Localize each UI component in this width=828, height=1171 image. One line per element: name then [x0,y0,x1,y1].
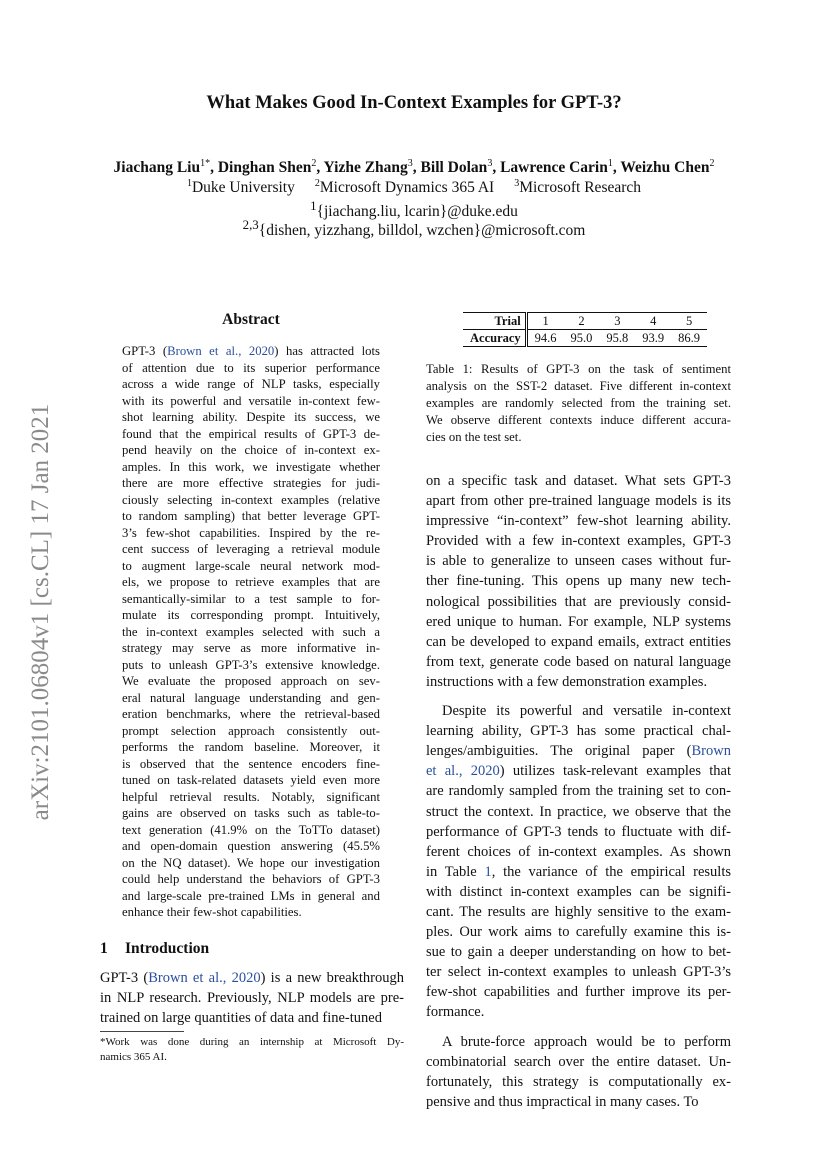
table-cell: 94.6 [526,330,563,347]
text-line [122,442,380,459]
affiliation-name: Microsoft Research [519,179,642,197]
text-run: , the variance of the empirical results [491,863,731,880]
text-run: and large-scale pre-trained LMs in general and [122,888,380,903]
text-line [122,475,380,492]
text-run: pend heavily on the choice of in-context ex- [122,443,380,457]
results-table [463,312,707,347]
text-run: enhance their few-shot capabilities. [122,905,302,919]
citation-link[interactable]: Brown et al., 2020 [167,344,275,358]
text-run: instructions with a few demonstration examples. [426,673,708,690]
text-line [100,968,404,988]
text-line [426,802,731,822]
text-run: ) is a new breakthrough [260,970,404,986]
text-line [122,492,380,509]
text-line [122,541,380,558]
text-line [426,361,731,378]
affiliation [187,179,295,196]
text-run: ples. Our work aims to carefully examine this is- [426,924,731,941]
text-line [426,632,731,652]
citation-link[interactable]: 1 [484,863,492,880]
citation-link[interactable]: Brown et al., 2020 [148,970,261,986]
text-line [122,657,380,674]
text-run: ) has attracted lots [274,344,380,358]
author-separator: , [612,159,621,177]
text-line [122,459,380,476]
text-run: combinatorial search over the entire dataset. Un- [426,1053,731,1070]
table-column-header: 2 [564,313,600,330]
introduction-text-right [426,471,731,1112]
text-line [426,471,731,491]
text-run: on the NQ dataset). We hope our investigation [122,855,380,870]
text-line [100,988,404,1008]
text-line [426,761,731,781]
author-name: Yizhe Zhang [323,159,408,177]
table-column-header: 1 [526,313,563,330]
text-run: learning ability, GPT-3 has some practical chal- [426,723,731,740]
text-run: We observe different contexts induce different accura- [426,413,731,427]
author-list [0,158,828,177]
text-run: ciously selecting in-context examples (relative [122,492,380,507]
text-line [426,781,731,801]
text-run: *Work was done during an internship at Microsoft Dy- [100,1036,404,1048]
text-run: els, we propose to retrieve examples that are [122,575,380,589]
text-run: struct the context. In practice, we observe that the [426,803,731,820]
text-run: pensive and thus impractical in many cases. To [426,1093,699,1110]
author-separator: , [492,159,501,177]
author-name: Dinghan Shen [217,159,312,177]
text-line [426,1072,731,1092]
text-run: strategy may serve as more informative in- [122,641,380,655]
text-run: is observed that the sentence encoders fine- [122,756,380,771]
text-run: examples are randomly selected from the training set. [426,396,731,410]
table-column-header: 3 [599,313,635,330]
arxiv-stamp: arXiv:2101.06804v1 [cs.CL] 17 Jan 2021 [27,403,54,821]
text-run: the in-context examples selected with such a [122,624,380,639]
author-separator: , [412,159,421,177]
email-text: {jiachang.liu, lcarin}@duke.edu [316,203,518,221]
text-line [122,723,380,740]
author-separator: , [316,159,324,177]
abstract-text [122,343,380,921]
text-line [426,982,731,1002]
text-line [426,412,731,429]
email-line-2 [0,217,828,240]
text-run: prompt selection approach consistently out- [122,723,380,738]
text-run: ter select in-context examples to unleash GPT-3’s [426,964,731,981]
text-line [426,701,731,721]
text-line [426,1052,731,1072]
affiliation-number: 2 [709,158,715,169]
affiliation-number: 2 [314,178,320,189]
text-line [122,640,380,657]
text-run: GPT-3 ( [100,970,149,986]
text-run: fortunately, this strategy is computationally ex- [426,1073,731,1090]
affiliation [514,179,641,196]
text-line [426,902,731,922]
text-line [100,1050,404,1065]
text-run: eral natural language understanding and gen- [122,690,380,705]
text-line [426,1092,731,1112]
text-line [100,1008,404,1028]
table-row-header: Trial [463,313,526,330]
text-run: to random sampling) that better leverage GPT- [122,509,380,523]
text-run: gains are observed on tasks such as table-to- [122,806,380,820]
text-line [122,690,380,707]
paragraph-gap [426,1023,731,1032]
text-run: of attention due to its superior performance [122,360,380,375]
text-run: ferent choices of in-context examples. As shown [426,843,731,860]
text-run: lenges/ambiguities. The original paper ( [426,743,692,760]
text-line [122,822,380,839]
text-run: sue to gain a deeper understanding on how to bet- [426,944,731,961]
text-line [426,652,731,672]
text-run: cies on the test set. [426,430,522,444]
text-run: with its powerful and versatile in-context few- [122,393,380,408]
text-line [426,882,731,902]
citation-link[interactable]: et al., 2020 [426,763,500,780]
text-line [122,805,380,822]
text-run: text generation (41.9% on the ToTTo dataset) [122,822,380,837]
text-line [426,531,731,551]
text-line [122,607,380,624]
text-line [122,558,380,575]
table-column-header: 4 [635,313,671,330]
text-run: Table 1: Results of GPT-3 on the task of sentiment [426,362,731,376]
text-line [122,574,380,591]
text-line [426,922,731,942]
text-line [122,789,380,806]
text-run: can be developed to expand emails, extract entities [426,633,731,650]
text-line [122,838,380,855]
text-line [122,772,380,789]
paper-title: What Makes Good In-Context Examples for GPT-3? [206,93,622,113]
affiliation-number: 2 [311,158,317,169]
author-name: Lawrence Carin [500,159,608,177]
text-line [122,739,380,756]
text-run: is able to generalize to unseen cases without fur- [426,553,731,570]
text-run: mulate its corresponding prompt. Intuitively, [122,608,380,622]
affiliation-name: Duke University [191,179,295,197]
affiliation-number: 3 [487,158,493,169]
text-line [426,962,731,982]
text-run: in Table [426,863,485,880]
text-run: helpful retrieval results. Notably, significant [122,789,380,804]
text-run: Provided with a few in-context examples, GPT-3 [426,533,731,550]
text-line [122,508,380,525]
text-run: tuned on task-related datasets yield even more [122,773,380,787]
affiliations [0,178,828,197]
text-line [426,612,731,632]
text-line [122,673,380,690]
affiliation [315,179,494,196]
text-line [426,592,731,612]
text-line [426,395,731,412]
text-run: with distinct in-context examples can be signifi- [426,883,731,900]
text-run: analysis on the SST-2 dataset. Five different in-context [426,379,731,393]
text-line [122,624,380,641]
table-header-row [463,313,707,330]
text-run: cent success of leveraging a retrieval module [122,542,380,556]
text-line [122,591,380,608]
text-line [426,429,731,446]
email-affiliation-number: 1 [310,198,317,213]
text-line [122,706,380,723]
author-affiliation-mark [200,158,210,169]
text-line [426,491,731,511]
table-row [463,330,707,347]
text-run: semantically-similar to a test sample to for- [122,591,380,606]
author-name: Bill Dolan [420,159,488,177]
table-cell: 86.9 [671,330,707,347]
author-name: Jiachang Liu [113,159,201,177]
text-run: performs the random baseline. Moreover, it [122,740,380,754]
text-line [122,888,380,905]
text-run: cant. The results are highly sensitive to the exam- [426,903,731,920]
text-run: in NLP research. Previously, NLP models are pre- [100,990,404,1007]
author-name: Weizhu Chen [620,159,710,177]
text-line [122,409,380,426]
text-run: Despite its powerful and versatile in-context [442,703,731,720]
text-line [426,721,731,741]
text-run: nological possibilities that are previously consid- [426,593,731,610]
footnote [100,1035,404,1065]
text-run: eration benchmarks, where the retrieval-based [122,707,380,721]
email-affiliation-number: 2,3 [242,217,259,232]
text-run: few-shot capabilities and further improve its per- [426,984,731,1001]
paragraph-gap [426,692,731,701]
table-cell: 95.8 [599,330,635,347]
text-run: amples. In this work, we investigate whether [122,459,380,474]
affiliation-number: 1 [200,158,206,169]
email-text: {dishen, yizzhang, billdol, wzchen}@microsoft.com [258,222,586,240]
text-run: apart from other pre-trained language models is its [426,493,731,510]
text-run: A brute-force approach would be to perform [442,1033,731,1050]
text-line [426,672,731,692]
text-run: formance. [426,1004,485,1021]
text-line [426,551,731,571]
text-line [426,741,731,761]
text-line [426,942,731,962]
text-run: and open-domain question answering (45.5% [122,839,380,853]
text-run: from text, generate code based on natural language [426,653,731,670]
text-line [122,360,380,377]
table-caption [426,361,731,446]
text-run: shot learning ability. Despite its success, we [122,410,380,424]
text-line [122,525,380,542]
text-run: to augment large-scale neural network mod- [122,558,380,573]
text-run: ) utilizes task-relevant examples that [499,763,731,780]
text-line [100,1035,404,1050]
text-run: 3’s few-shot capabilities. Inspired by the re- [122,525,380,540]
text-line [426,511,731,531]
text-run: found that the empirical results of GPT-3 de- [122,426,380,441]
text-run: namics 365 AI. [100,1051,167,1063]
text-run: GPT-3 ( [122,344,168,358]
abstract-heading: Abstract [222,311,280,328]
text-line [122,855,380,872]
text-run: on a specific task and dataset. What sets GPT-3 [426,473,731,489]
text-line [426,571,731,591]
table-cell: 93.9 [635,330,671,347]
author-separator: , [210,159,218,177]
text-run: there are more effective strategies for judi- [122,476,380,490]
affiliation-number: 1 [607,158,613,169]
text-run: across a wide range of NLP tasks, especially [122,377,380,391]
introduction-text-left [100,968,404,1028]
section-title: Introduction [125,940,210,957]
text-line [426,822,731,842]
text-run: trained on large quantities of data and fine-tuned [100,1010,382,1027]
text-line [122,376,380,393]
affiliation-name: Microsoft Dynamics 365 AI [319,179,495,197]
text-line [122,426,380,443]
text-line [426,862,731,882]
section-number: 1 [100,940,108,957]
text-line [122,343,380,360]
section-heading-introduction [100,940,209,958]
text-line [426,378,731,395]
table-row-header: Accuracy [463,330,526,347]
text-run: ther fine-tuning. This opens up many new tech- [426,573,731,590]
text-line [122,871,380,888]
citation-link[interactable]: Brown [691,743,731,760]
table-column-header: 5 [671,313,707,330]
affiliation-number: 3 [514,178,520,189]
footnote-rule [100,1031,184,1032]
text-run: puts to unleash GPT-3’s extensive knowledge. [122,657,380,672]
table-cell: 95.0 [564,330,600,347]
text-line [426,1002,731,1022]
footnote-mark: * [205,158,211,169]
text-run: impressive “in-context” few-shot learning ability. [426,513,731,530]
text-line [122,756,380,773]
text-line [122,904,380,921]
text-line [426,1032,731,1052]
affiliation-number: 1 [186,178,192,189]
text-run: are randomly sampled from the training set to con- [426,783,731,800]
affiliation-number: 3 [407,158,413,169]
text-line [426,842,731,862]
text-run: ered unique to human. For example, NLP systems [426,613,731,630]
text-line [122,393,380,410]
text-run: We evaluate the proposed approach on sev- [122,674,380,688]
author-affiliation-mark [709,158,714,169]
text-run: performance of GPT-3 tends to fluctuate with dif- [426,823,731,840]
text-run: could help understand the behaviors of GPT-3 [122,872,380,886]
